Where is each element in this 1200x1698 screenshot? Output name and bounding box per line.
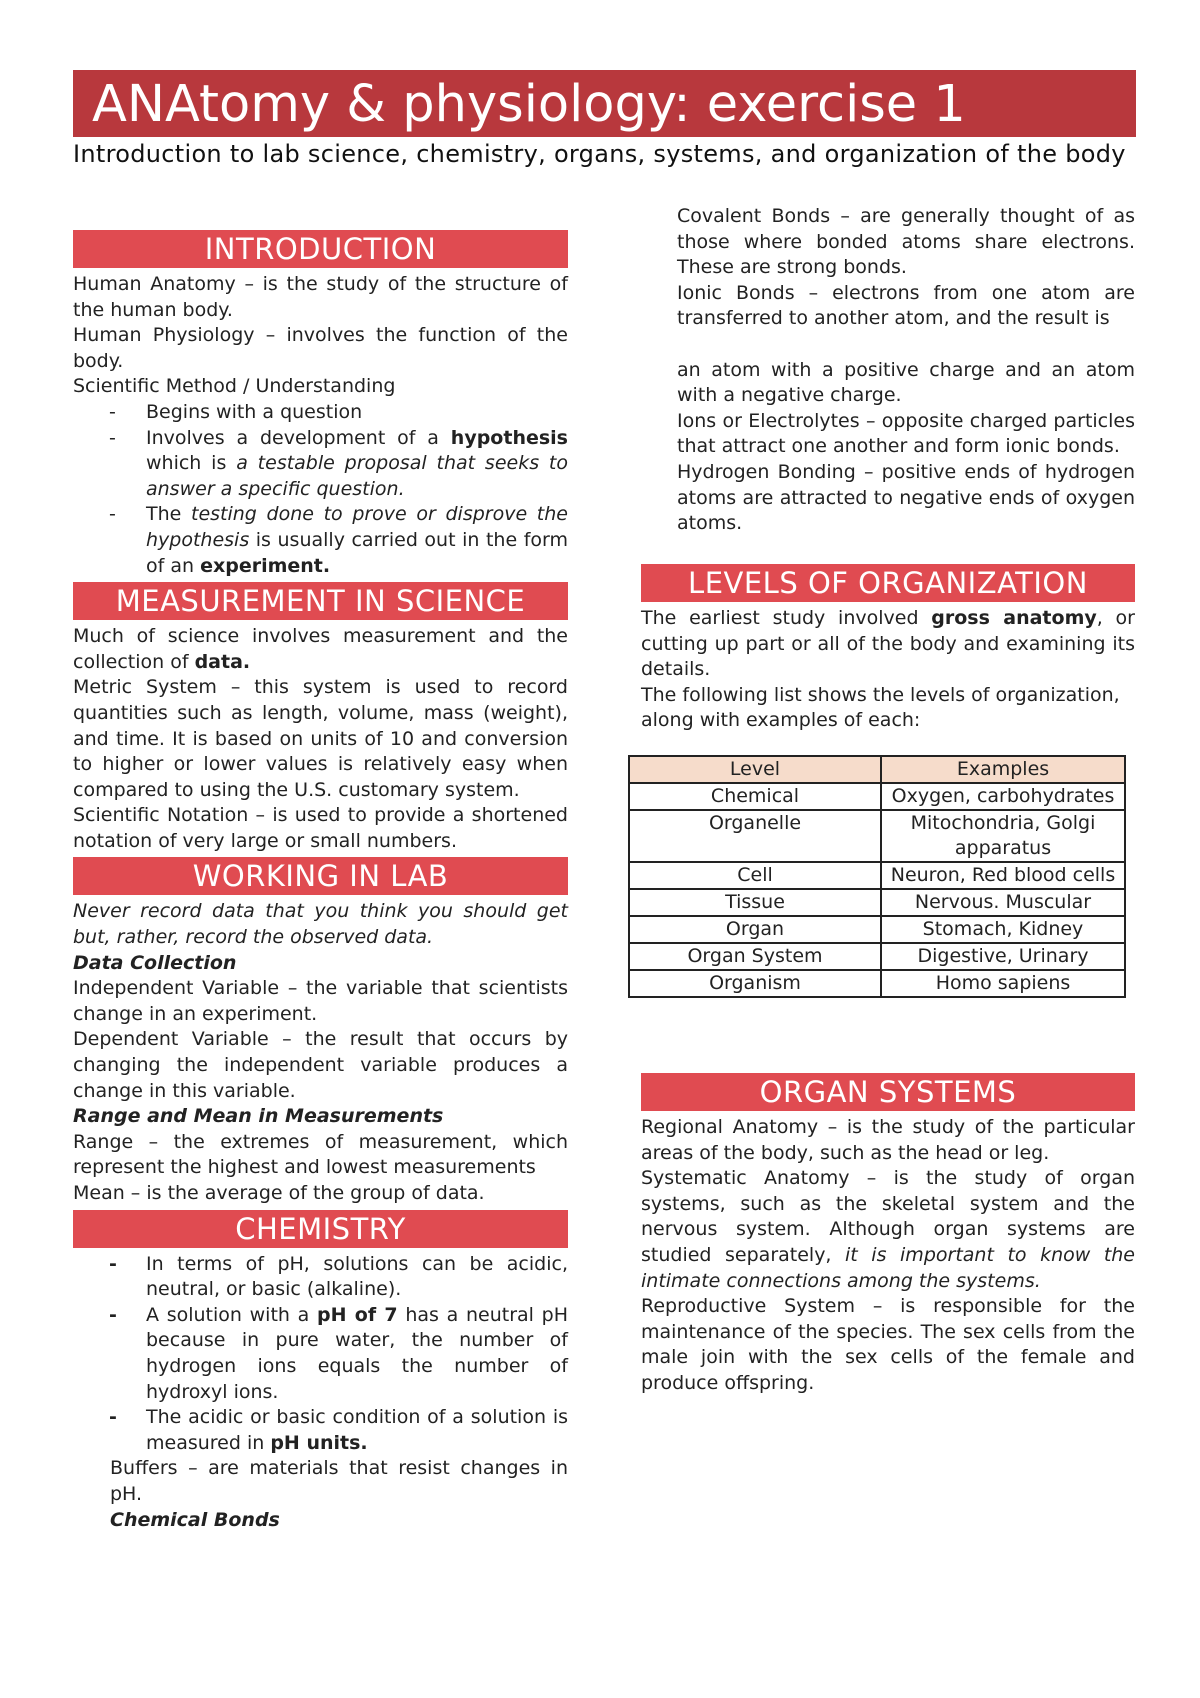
table-row: [629, 943, 1125, 970]
heading-chemistry: CHEMISTRY: [73, 1210, 568, 1248]
covalent-bonds-def: Covalent Bonds – are generally thought of as those where bonded atoms share electrons. These are strong bonds.: [677, 205, 1135, 279]
table-cell: Chemical: [629, 783, 881, 810]
bold-term: data.: [194, 650, 251, 673]
list-item: [73, 1252, 568, 1303]
independent-variable-def: Independent Variable – the variable that scientists change in an experiment.: [73, 977, 568, 1025]
paragraph-text: Systematic Anatomy – is the study of organ systems, such as the skeletal system and the nervous system. Although organ systems are studied separately,: [641, 1167, 1135, 1266]
paragraph-text: Much of science involves measurement and the collection of: [73, 625, 568, 673]
table-cell: Organ: [629, 916, 881, 943]
table-cell: Neuron, Red blood cells: [881, 862, 1125, 889]
table-row: [629, 889, 1125, 916]
list-item: [73, 400, 568, 426]
paragraph-text: , or cutting up part or all of the body and examining its details.: [641, 607, 1135, 681]
chemistry-list: [73, 1252, 568, 1457]
levels-intro-paragraph: The following list shows the levels of organization, along with examples of each:: [641, 683, 1120, 732]
table-header-row: [629, 756, 1125, 783]
table-cell: Digestive, Urinary: [881, 943, 1125, 970]
measurement-data-paragraph: [73, 624, 568, 675]
dash-marker: -: [109, 426, 116, 449]
table-cell: Organism: [629, 970, 881, 997]
list-item: [73, 1303, 568, 1405]
heading-levels: LEVELS OF ORGANIZATION: [641, 564, 1135, 602]
lab-note: [73, 899, 568, 950]
scientific-method-list: [73, 400, 568, 579]
bold-term: gross anatomy: [931, 607, 1097, 629]
bold-term: hypothesis: [450, 426, 568, 449]
list-item-text: which is: [146, 452, 237, 475]
italic-definition: a testable proposal that seeks to answer a specific question.: [146, 452, 569, 500]
subheading-data-collection: [73, 951, 568, 977]
list-item: [73, 426, 568, 503]
table-row: [629, 916, 1125, 943]
table-cell: Cell: [629, 862, 881, 889]
regional-anatomy-def: Regional Anatomy – is the study of the particular areas of the body, such as the head or leg.: [641, 1116, 1135, 1164]
italic-note: Never record data that you think you should get but, rather, record the observed data.: [73, 900, 568, 949]
metric-system-paragraph: Metric System – this system is used to record quantities such as length, volume, mass (weight), and time. It is based on units of 10 and conversion to higher or lower values is relatively easy when compared to using the U.S. customary system.: [73, 676, 568, 801]
buffers-def: Buffers – are materials that resist changes in pH.: [110, 1457, 568, 1505]
table-cell: Nervous. Muscular: [881, 889, 1125, 916]
column-header-level: Level: [629, 756, 881, 783]
heading-measurement: MEASUREMENT IN SCIENCE: [73, 582, 568, 620]
ionic-bonds-def-cont: an atom with a positive charge and an atom with a negative charge.: [677, 358, 1135, 407]
italic-definition: testing done to prove or disprove the hypothesis: [146, 503, 568, 551]
subheading-text: Data Collection: [73, 951, 237, 974]
list-item: [73, 502, 568, 579]
list-item: [73, 1405, 568, 1456]
italic-emphasis: it is important to know the intimate connections among the systems.: [641, 1243, 1136, 1292]
list-item-text: A solution with a: [146, 1303, 318, 1326]
heading-organ-systems: ORGAN SYSTEMS: [641, 1073, 1135, 1111]
intro-scientific-method: Scientific Method / Understanding: [73, 375, 396, 398]
table-cell: Stomach, Kidney: [881, 916, 1125, 943]
table-cell: Oxygen, carbohydrates: [881, 783, 1125, 810]
dash-marker: -: [109, 503, 116, 526]
spacer: [677, 332, 1135, 358]
levels-section: [641, 564, 1135, 734]
list-item-text: Involves a development of a: [146, 426, 451, 449]
table-row: [629, 970, 1125, 997]
table-cell: Tissue: [629, 889, 881, 916]
dash-marker: -: [109, 400, 116, 423]
ionic-bonds-def: Ionic Bonds – electrons from one atom are transferred to another atom, and the result is: [677, 281, 1135, 330]
left-column: [73, 226, 568, 1533]
list-item-text: Begins with a question: [146, 400, 363, 423]
table-cell: Organ System: [629, 943, 881, 970]
dependent-variable-def: Dependent Variable – the result that occurs by changing the independent variable produces a change in this variable.: [73, 1028, 568, 1102]
dash-marker: -: [109, 1252, 117, 1275]
document-title: ANAtomy & physiology: exercise 1: [92, 75, 966, 134]
document-subtitle: Introduction to lab science, chemistry, organs, systems, and organization of the body: [73, 140, 1126, 168]
table-row: [629, 810, 1125, 862]
levels-table: [628, 755, 1126, 998]
organ-systems-section: [641, 1073, 1135, 1397]
list-item-text: The acidic or basic condition of a solution is measured in: [146, 1406, 568, 1454]
intro-anatomy-def: Human Anatomy – is the study of the structure of the human body.: [73, 273, 568, 321]
column-header-examples: Examples: [881, 756, 1125, 783]
right-column-continuation: [677, 204, 1135, 537]
list-item-text: The: [146, 503, 191, 526]
table-row: [629, 783, 1125, 810]
bold-term: pH units.: [270, 1431, 368, 1454]
table-cell: Homo sapiens: [881, 970, 1125, 997]
systematic-anatomy-def: [641, 1166, 1135, 1294]
subheading-text: Chemical Bonds: [110, 1508, 280, 1531]
list-item-text: In terms of pH, solutions can be acidic, neutral, or basic (alkaline).: [146, 1252, 568, 1301]
mean-def: Mean – is the average of the group of data.: [73, 1182, 485, 1204]
table-cell: Organelle: [629, 810, 881, 862]
subheading-chemical-bonds: [73, 1508, 568, 1534]
bold-term: experiment.: [200, 554, 331, 577]
paragraph-text: The earliest study involved: [641, 607, 932, 629]
bold-term: pH of 7: [317, 1303, 398, 1326]
hydrogen-bonding-def: Hydrogen Bonding – positive ends of hydrogen atoms are attracted to negative ends of oxygen atoms.: [677, 460, 1135, 535]
scientific-notation-paragraph: Scientific Notation – is used to provide a shortened notation of very large or small numbers.: [73, 804, 568, 852]
ions-def: Ions or Electrolytes – opposite charged particles that attract one another and form ionic bonds.: [677, 409, 1135, 458]
heading-introduction: INTRODUCTION: [73, 230, 568, 268]
reproductive-system-def: Reproductive System – is responsible for the maintenance of the species. The sex cells from the male join with the sex cells of the female and produce offspring.: [641, 1295, 1135, 1394]
heading-working-in-lab: WORKING IN LAB: [73, 857, 568, 895]
subheading-range-mean: [73, 1104, 568, 1130]
list-item-text: is usually carried out in the form of an: [146, 528, 568, 577]
subheading-text: Range and Mean in Measurements: [73, 1105, 444, 1128]
dash-marker: -: [109, 1406, 117, 1429]
table-row: [629, 862, 1125, 889]
range-def: Range – the extremes of measurement, which represent the highest and lowest measurements: [73, 1130, 568, 1179]
intro-physiology-def: Human Physiology – involves the function of the body.: [73, 324, 568, 372]
dash-marker: -: [109, 1303, 117, 1326]
gross-anatomy-paragraph: [641, 606, 1135, 683]
list-item-text: has a neutral pH because in pure water, the number of hydrogen ions equals the number of hydroxyl ions.: [146, 1303, 568, 1403]
table-cell: Mitochondria, Golgi apparatus: [881, 810, 1125, 862]
